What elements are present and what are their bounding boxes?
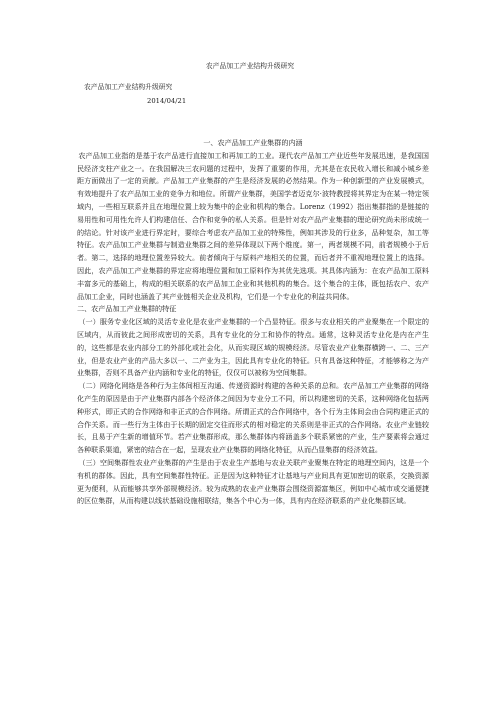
section-heading-1: 一、农产品加工产业集群的内涵	[203, 138, 303, 147]
document-date: 2014/04/21	[147, 97, 187, 105]
document-title: 农产品加工产业结构升级研究	[205, 62, 295, 70]
section-heading-2: 二、农产品加工产业集群的特征	[77, 304, 177, 314]
paragraph-feature-1: （一）服务专业化区域的灵活专业化是农业产业集群的一个凸显特征。很多与农业相关的产业聚集在一个限定的区域内，从而彼此之间形成密切的关系，具有专业化的分工和协作的特点。通常，这种灵活专业化是内在产生的，这些都是农业内部分工的外部化或社会化，从而实现区域的规模经济。尽管农业产业集群横跨一、二、三产业，但是农业产业的产品大多以一、二产业为主，因此具有专业化的特征。只有具备这种特征，才能够称之为产业集群，否则不具备产业内涵和专业化的特征，仅仅可以被称为空间集群。	[77, 317, 429, 378]
document-subtitle: 农产品加工产业结构升级研究	[84, 83, 173, 91]
paragraph-feature-3: （三）空间集群性农业产业集群的产生是由于农业生产基地与农业关联产业聚集在特定的地理空间内，这是一个有机的群体。因此，具有空间集群性特征。正是因为这种特征才让基地与产业间具有更加密切的联系，交换资源更为便利，从而能够共享外部规模经济。较为成熟的农业产业集群会围绕资源富集区，例如中心城市或交通便捷的区位集群，从而构建以线状基础设施相联结，集各个中心为一体，具有内在经济联系的产业化集群区域。	[77, 457, 429, 506]
document-body	[77, 137, 429, 508]
paragraph-feature-2: （二）网络化网络是各种行为主体间相互沟通、传递资源时构建的各种关系的总和。农产品加工产业集群的网络化产生的原因是由于产业集群内部各个经济体之间因为专业分工不同，所以构建密切的关系，这种网络化包括两种形式，即正式的合作网络和非正式的合作网络。所谓正式的合作网络中，各个行为主体间会由合同构建正式的合作关系。而一些行为主体由于长期的固定交往而形式的相对稳定的关系则是非正式的合作网络。农业产业链较长，且易于产生新的增值环节。若产业集群形成，那么集群体内将涵盖多个联系紧密的产业，生产要素将会通过各种联系渠道，紧密的结合在一起，呈现农业产业集群的网络化特征，从而凸显集群的经济效益。	[77, 381, 429, 455]
paragraph-intro: 农产品加工业指的是基于农产品进行直接加工和再加工的工业。现代农产品加工产业近些年发展迅速，是我国国民经济支柱产业之一。在我国解决三农问题的过程中，发挥了重要的作用，尤其是在农民收入增长和减小城乡差距方面做出了一定的贡献。产品加工产业集群的产生是经济发展的必然结果。作为一种创新型的产业发展模式，有效地提升了农产品加工业的竞争力和地位。所谓产业集群，美国学者迈克尔·波特教授将其界定为在某一特定领域内，一些相互联系并且在地理位置上较为集中的企业和机构的集合。Lorenz（1992）指出集群指的是链接的易用性和可用性允许人们构建信任、合作和竞争的私人关系。但是针对农产品产业集群的理论研究尚未形成统一的结论。针对该产业进行界定时，要综合考虑农产品加工业的特殊性，例如其涉及的行业多，品种复杂，加工等特征。农产品加工产业集群与制造业集群之间的差异体现以下两个维度。第一，两者规模不同，前者规模小于后者。第二，选择的地理位置差异较大。前者倾向于与原料产地相关的位置，而后者并不重视地理位置上的选择。因此，农产品加工产业集群的界定应将地理位置和加工原料作为其优先选项。其具体内涵为：在农产品加工原料丰富多元的基础上，构成的相关联系的农产品加工企业和其他机构的集合。这个集合的主体，既包括农户、农产品加工企业，同时也涵盖了其产业链相关企业及机构，它们是一个专业化的利益共同体。	[77, 150, 429, 301]
